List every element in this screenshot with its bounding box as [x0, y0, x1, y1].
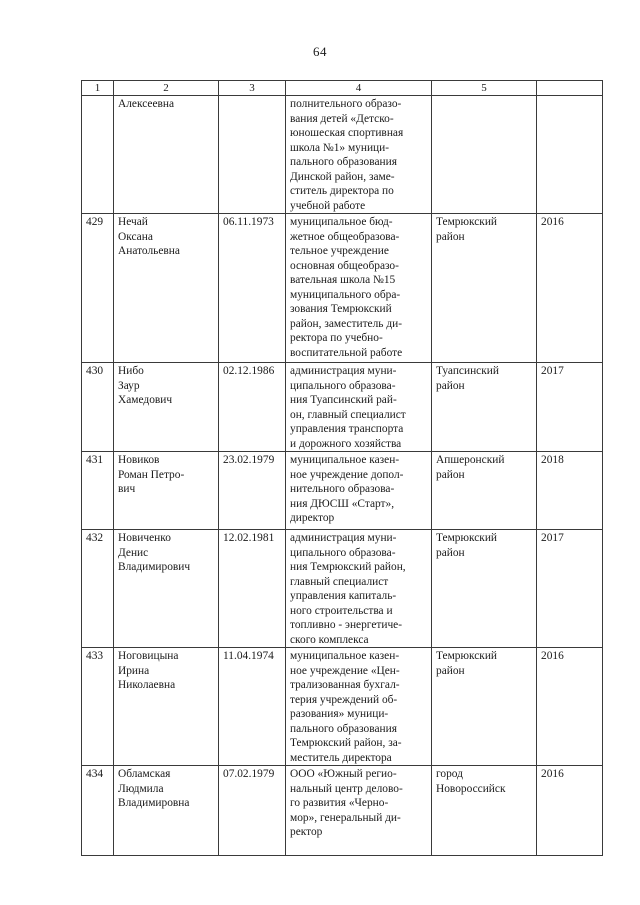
name-cell-line: Николаевна — [118, 679, 176, 691]
position-cell — [286, 452, 432, 530]
row-number-cell — [82, 96, 114, 214]
row-number-cell: 432 — [82, 530, 114, 648]
district-cell-line: Темрюкский — [436, 532, 498, 544]
table-row — [82, 214, 603, 363]
position-cell-line: ное учреждение допол- — [290, 468, 404, 481]
row-number-cell: 429 — [82, 214, 114, 363]
district-cell-line: район — [436, 664, 465, 677]
header-row — [82, 81, 603, 96]
district-cell-line: город — [436, 768, 463, 780]
position-cell-line: нительного образова- — [290, 483, 395, 495]
position-cell-line: он, главный специалист — [290, 408, 406, 421]
name-cell-line: Алексеевна — [118, 98, 175, 110]
birth-date-cell: 07.02.1979 — [219, 766, 286, 856]
birth-date-cell: 12.02.1981 — [219, 530, 286, 648]
name-cell — [114, 214, 219, 363]
position-cell-line: управления транспорта — [290, 423, 404, 435]
position-cell — [286, 96, 432, 214]
district-cell — [432, 214, 537, 363]
district-cell — [432, 96, 537, 214]
position-cell-line: пального образования — [290, 722, 397, 735]
position-cell-line: ния ДЮСШ «Старт», — [290, 497, 395, 510]
row-number-cell: 430 — [82, 363, 114, 452]
district-cell — [432, 363, 537, 452]
position-cell-line: вания детей «Детско- — [290, 112, 394, 125]
position-cell-line: пального образования — [290, 156, 397, 168]
name-cell-line: Ирина — [118, 664, 150, 677]
district-cell — [432, 766, 537, 856]
district-cell-line: район — [436, 379, 465, 392]
name-cell-line: Новиченко — [118, 532, 171, 544]
position-cell-line: муниципальное казен- — [290, 650, 400, 662]
position-cell-line: ректора по учебно- — [290, 332, 383, 344]
birth-date-cell: 23.02.1979 — [219, 452, 286, 530]
name-cell-line: Новиков — [118, 454, 160, 466]
birth-date-cell: 02.12.1986 — [219, 363, 286, 452]
position-cell-line: зования Темрюкский — [290, 303, 392, 315]
year-cell: 2016 — [537, 766, 603, 856]
position-cell-line: директор — [290, 512, 335, 524]
name-cell-line: Заур — [118, 379, 140, 392]
name-cell-line: Хамедович — [118, 394, 173, 406]
table-row — [82, 648, 603, 766]
header-cell-2: 2 — [114, 81, 219, 96]
position-cell-line: управления капиталь- — [290, 590, 397, 602]
position-cell-line: муниципальное бюд- — [290, 216, 393, 228]
position-cell-line: топливно - энергетиче- — [290, 619, 403, 631]
position-cell-line: жетное общеобразова- — [290, 230, 400, 243]
name-cell — [114, 648, 219, 766]
year-cell: 2017 — [537, 363, 603, 452]
position-cell-line: администрация муни- — [290, 365, 397, 377]
district-cell-line: район — [436, 546, 465, 559]
page-number: 64 — [313, 44, 327, 59]
position-cell-line: ского комплекса — [290, 633, 369, 646]
position-cell-line: мор», генеральный ди- — [290, 811, 401, 824]
birth-date-cell: 06.11.1973 — [219, 214, 286, 363]
year-cell: 2016 — [537, 214, 603, 363]
name-cell-line: Роман Петро- — [118, 468, 185, 481]
position-cell-line: муниципального обра- — [290, 288, 401, 301]
position-cell-line: основная общеобразо- — [290, 259, 399, 272]
row-number-cell: 434 — [82, 766, 114, 856]
position-cell-line: главный специалист — [290, 575, 389, 588]
header-cell-1: 1 — [82, 81, 114, 96]
position-cell-line: тельное учреждение — [290, 245, 389, 257]
position-cell-line: Динской район, заме- — [290, 170, 395, 183]
name-cell-line: Владимирович — [118, 561, 191, 573]
name-cell — [114, 530, 219, 648]
name-cell — [114, 96, 219, 214]
position-cell-line: ципального образова- — [290, 546, 396, 559]
name-cell-line: Владимировна — [118, 797, 190, 809]
name-cell-line: Оксана — [118, 230, 153, 243]
registry-table-container — [81, 80, 603, 856]
position-cell-line: ректор — [290, 826, 323, 838]
position-cell-line: го развития «Черно- — [290, 797, 389, 809]
position-cell-line: меститель директора — [290, 751, 392, 764]
position-cell — [286, 766, 432, 856]
header-cell-3: 3 — [219, 81, 286, 96]
position-cell-line: Темрюкский район, за- — [290, 737, 402, 749]
position-cell-line: ООО «Южный регио- — [290, 768, 397, 780]
birth-date-cell: 11.04.1974 — [219, 648, 286, 766]
header-cell-4: 4 — [286, 81, 432, 96]
header-cell-6 — [537, 81, 603, 96]
table-row — [82, 530, 603, 648]
year-cell: 2016 — [537, 648, 603, 766]
position-cell-line: район, заместитель ди- — [290, 317, 403, 330]
district-cell-line: Апшеронский — [436, 454, 505, 466]
table-row — [82, 96, 603, 214]
district-cell — [432, 530, 537, 648]
position-cell — [286, 363, 432, 452]
table-row — [82, 363, 603, 452]
table-row — [82, 452, 603, 530]
name-cell-line: Анатольевна — [118, 245, 180, 257]
position-cell-line: юношеская спортивная — [290, 127, 404, 139]
name-cell-line: вич — [118, 483, 136, 495]
district-cell — [432, 648, 537, 766]
district-cell-line: район — [436, 230, 465, 243]
position-cell-line: ное учреждение «Цен- — [290, 664, 400, 677]
position-cell — [286, 530, 432, 648]
position-cell-line: вательная школа №15 — [290, 274, 396, 286]
row-number-cell: 431 — [82, 452, 114, 530]
name-cell-line: Обламская — [118, 768, 171, 780]
birth-date-cell — [219, 96, 286, 214]
position-cell-line: ципального образова- — [290, 379, 396, 392]
district-cell-line: Темрюкский — [436, 216, 498, 228]
position-cell-line: учебной работе — [290, 199, 366, 212]
position-cell-line: воспитательной работе — [290, 346, 403, 359]
position-cell-line: разования» муници- — [290, 708, 389, 720]
name-cell — [114, 452, 219, 530]
position-cell-line: муниципальное казен- — [290, 454, 400, 466]
position-cell-line: администрация муни- — [290, 532, 397, 544]
position-cell-line: ститель директора по — [290, 185, 394, 197]
position-cell-line: ния Туапсинский рай- — [290, 394, 397, 406]
year-cell: 2018 — [537, 452, 603, 530]
position-cell-line: школа №1» муници- — [290, 141, 390, 154]
district-cell-line: Новороссийск — [436, 782, 506, 795]
district-cell-line: Темрюкский — [436, 650, 498, 662]
district-cell-line: район — [436, 468, 465, 481]
district-cell-line: Туапсинский — [436, 365, 499, 377]
name-cell-line: Нибо — [118, 365, 144, 377]
year-cell: 2017 — [537, 530, 603, 648]
name-cell-line: Людмила — [118, 782, 164, 795]
position-cell-line: терия учреждений об- — [290, 693, 398, 706]
position-cell — [286, 214, 432, 363]
year-cell — [537, 96, 603, 214]
position-cell-line: ния Темрюкский район, — [290, 561, 406, 573]
name-cell — [114, 766, 219, 856]
position-cell-line: нальный центр делово- — [290, 782, 403, 795]
district-cell — [432, 452, 537, 530]
registry-table — [81, 80, 603, 856]
table-row — [82, 766, 603, 856]
position-cell-line: трализованная бухгал- — [290, 679, 400, 691]
name-cell-line: Ноговицына — [118, 650, 179, 662]
name-cell-line: Нечай — [118, 216, 148, 228]
header-cell-5: 5 — [432, 81, 537, 96]
name-cell — [114, 363, 219, 452]
position-cell-line: ного строительства и — [290, 604, 393, 617]
position-cell-line: полнительного образо- — [290, 98, 402, 110]
row-number-cell: 433 — [82, 648, 114, 766]
position-cell-line: и дорожного хозяйства — [290, 437, 402, 450]
name-cell-line: Денис — [118, 546, 149, 559]
position-cell — [286, 648, 432, 766]
